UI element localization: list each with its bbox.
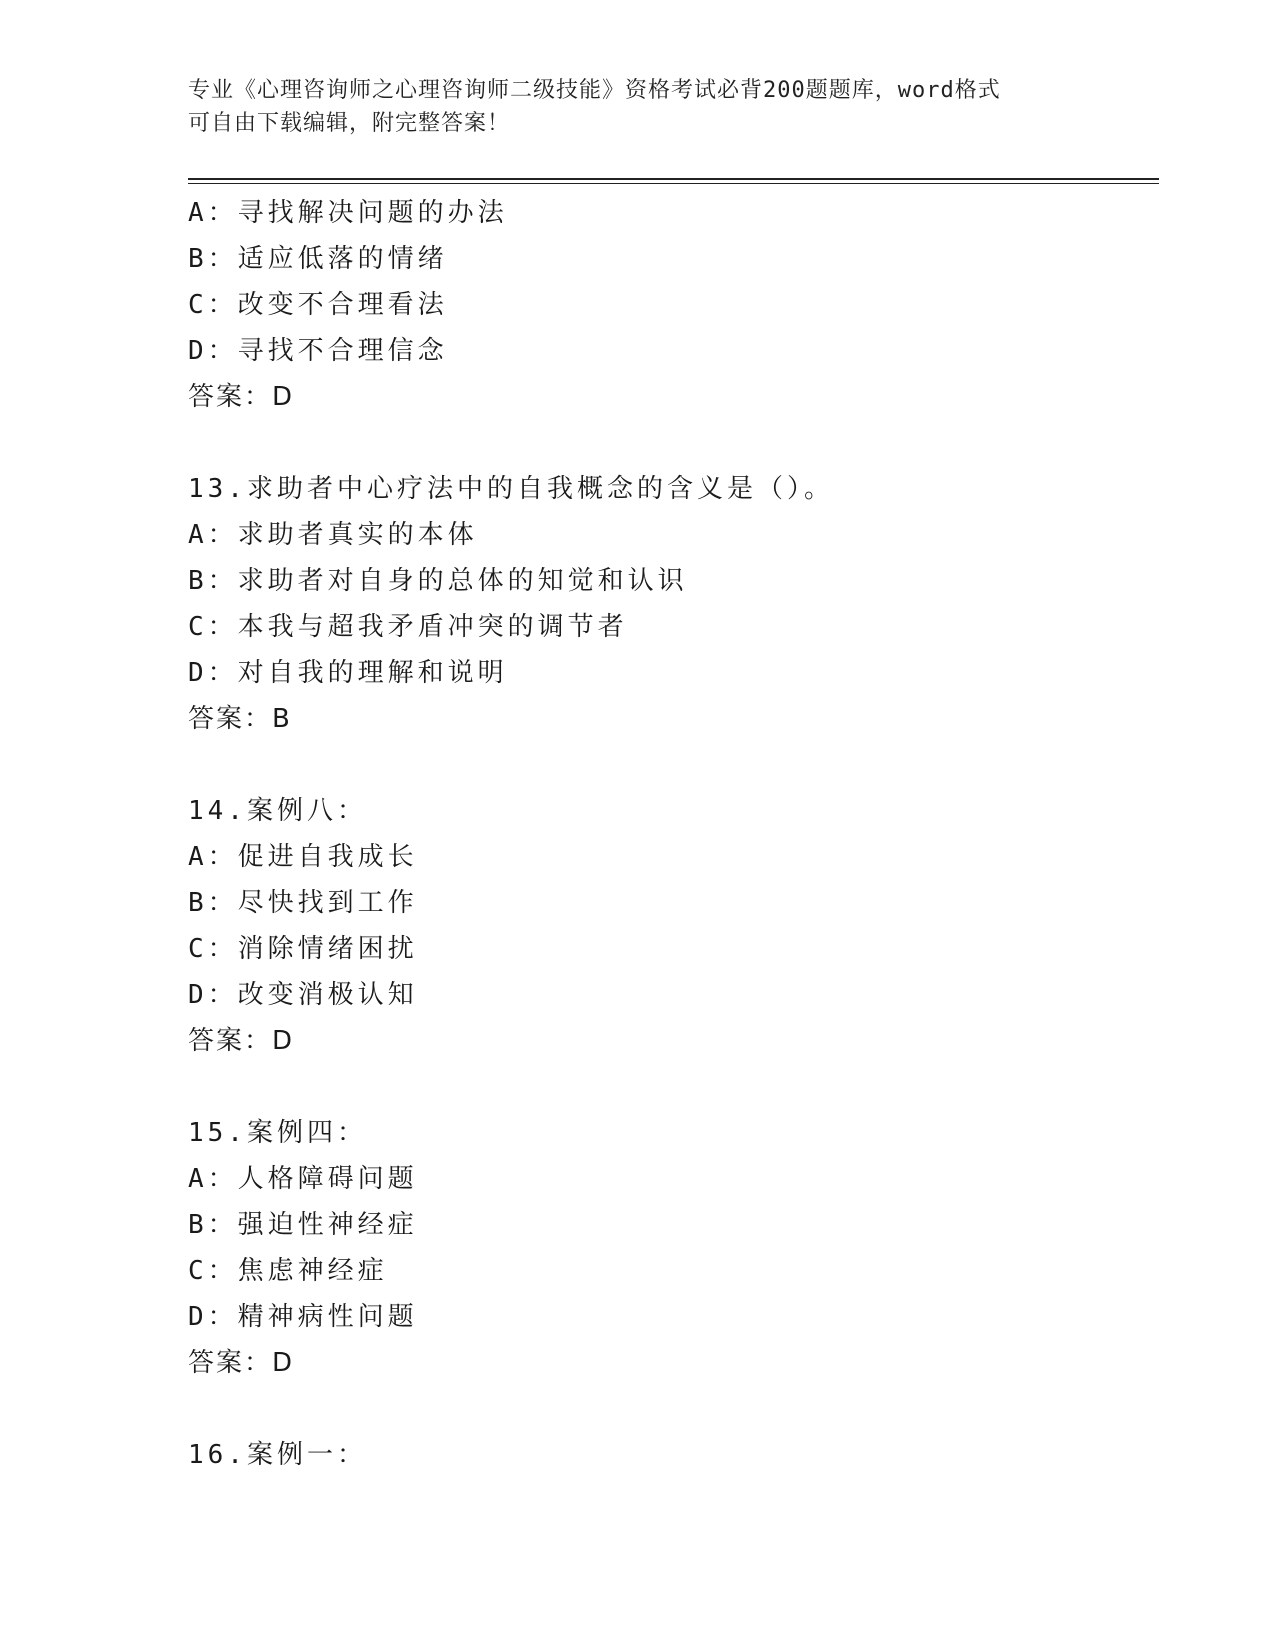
option-c: C：改变不合理看法 [188,290,448,320]
option-a: A：求助者真实的本体 [188,520,478,550]
option-c: C：消除情绪困扰 [188,934,418,964]
header-divider-thick [188,178,1159,180]
option-b: B：求助者对自身的总体的知觉和认识 [188,566,688,596]
spacer [188,1386,1168,1432]
spacer [188,742,1168,788]
option-d: D：精神病性问题 [188,1302,418,1332]
option-b: B：尽快找到工作 [188,888,418,918]
option-c: C：焦虑神经症 [188,1256,388,1286]
question-block [188,788,1168,1064]
option-d: D：寻找不合理信念 [188,336,448,366]
option-a: A：寻找解决问题的办法 [188,198,508,228]
question-block [188,1432,1168,1478]
option-b: B：强迫性神经症 [188,1210,418,1240]
spacer [188,1064,1168,1110]
header-title-line-2: 可自由下载编辑，附完整答案！ [188,111,511,136]
question-stem: 13.求助者中心疗法中的自我概念的含义是（）。 [188,474,834,504]
question-stem: 16.案例一： [188,1440,367,1470]
option-d: D：对自我的理解和说明 [188,658,508,688]
question-stem: 15.案例四： [188,1118,367,1148]
option-a: A：促进自我成长 [188,842,418,872]
question-block [188,1110,1168,1386]
answer-line: 答案：D [188,382,295,412]
spacer [188,420,1168,466]
header-divider-thin [188,183,1159,184]
option-a: A：人格障碍问题 [188,1164,418,1194]
question-block [188,466,1168,742]
option-d: D：改变消极认知 [188,980,418,1010]
answer-line: 答案：B [188,704,292,734]
document-header [188,74,1088,140]
question-list [188,190,1168,1478]
answer-line: 答案：D [188,1348,295,1378]
question-stem: 14.案例八： [188,796,367,826]
option-c: C：本我与超我矛盾冲突的调节者 [188,612,628,642]
answer-line: 答案：D [188,1026,295,1056]
header-title-line-1: 专业《心理咨询师之心理咨询师二级技能》资格考试必背200题题库，word格式 [188,78,1001,103]
option-b: B：适应低落的情绪 [188,244,448,274]
question-block [188,190,1168,420]
